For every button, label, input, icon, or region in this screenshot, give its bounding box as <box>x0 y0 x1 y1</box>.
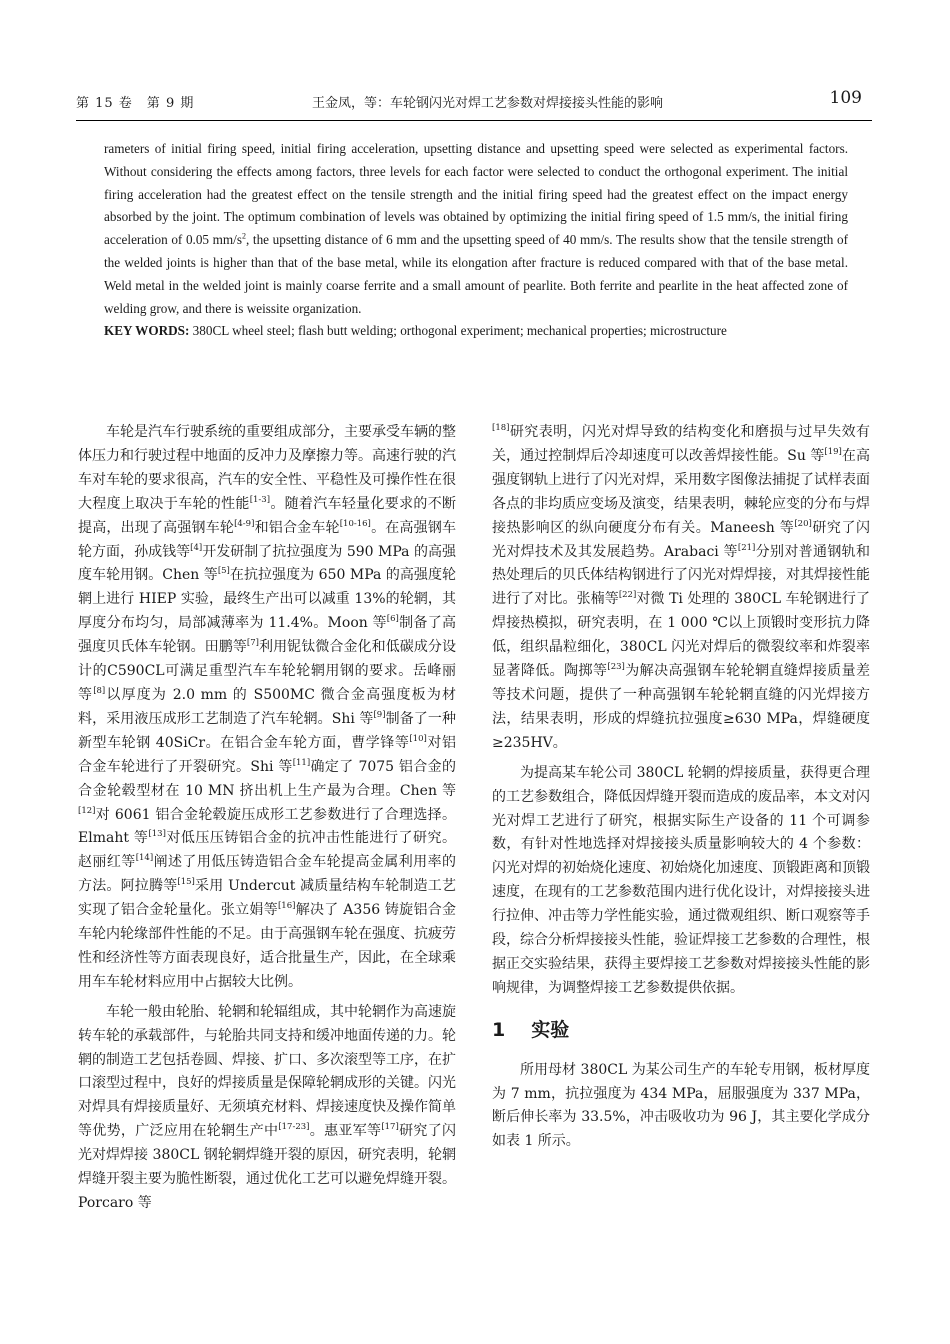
keywords <box>104 320 848 343</box>
section-title: 实验 <box>531 1018 570 1041</box>
keywords-list: 380CL wheel steel; flash butt welding; orthogonal experiment; mechanical properties; microstructure <box>189 323 727 339</box>
paragraph-materials: 所用母材 380CL 为某公司生产的车轮专用钢，板材厚度为 7 mm，抗拉强度为 434 MPa，屈服强度为 337 MPa，断后伸长率为 33.5%，冲击吸收功为 96 J，其主要化学成分如表 1 所示。 <box>492 1061 870 1150</box>
paragraph-rim-welding-cont: [18]研究表明，闪光对焊导致的结构变化和磨损与过早失效有关，通过控制焊后冷却速度可以改善焊接性能。Su 等[19]在高强度钢轨上进行了闪光对焊，采用数字图像法捕捉了试样表面各点的非均质应变场及演变，结果表明，棘轮应变的分布与焊接热影响区的纵向硬度分布有关。Maneesh 等[20]研究了闪光对焊技术及其发展趋势。Arabaci 等[21]分别对普通钢轨和热处理后的贝氏体结构钢进行了闪光对焊焊接，对其焊接性能进行了对比。张楠等[22]对微 Ti 处理的 380CL 车轮钢进行了焊接热模拟，研究表明，在 1 000 ℃以上顶锻时变形抗力降低，组织晶粒细化，380CL 闪光对焊后的微裂纹率和炸裂率显著降低。陶掷等[23]为解决高强钢车轮轮辋直缝焊接质量差等技术问题，提供了一种高强钢车轮轮辋直缝的闪光焊接方法，结果表明，形成的焊缝抗拉强度≥630 MPa，焊缝硬度≥235HV。 <box>492 423 871 751</box>
page-number: 109 <box>829 88 862 108</box>
paragraph-rim-welding: 车轮一般由轮胎、轮辋和轮辐组成，其中轮辋作为高速旋转车轮的承载部件，与轮胎共同支持和缓冲地面传递的力。轮辋的制造工艺包括卷圆、焊接、扩口、多次滚型等工序，在扩口滚型过程中，良好的焊接质量是保障轮辋成形的关键。闪光对焊具有焊接质量好、无须填充材料、焊接速度快及操作简单等优势，广泛应用在轮辋生产中[17-23]。惠亚军等[17]研究了闪光对焊焊接 380CL 钢轮辋焊缝开裂的原因，研究表明，轮辋焊缝开裂主要为脆性断裂，通过优化工艺可以避免焊缝开裂。Porcaro 等 <box>78 1003 457 1211</box>
header-rule <box>76 120 872 121</box>
body-column-right <box>492 421 870 1160</box>
journal-volume: 第 15 卷 第 9 期 <box>76 96 195 111</box>
running-title: 王金凤，等：车轮钢闪光对焊工艺参数对焊接接头性能的影响 <box>312 96 664 111</box>
body-column-left <box>78 421 456 1222</box>
abstract-text: rameters of initial firing speed, initial firing acceleration, upsetting distance and upsetting speed were selected as experimental factors. Without considering the effects among factors, three levels for each factor were selected to conduct the orthogonal experiment. The initial firing acceleration had the greatest effect on the tensile strength and the initial firing speed had the greatest effect on the impact energy absorbed by the joint. The optimum combination of levels was obtained by optimizing the initial firing speed of 1.5 mm/s, the initial firing acceleration of 0.05 $mm/s^2$, the upsetting distance of 6 mm and the upsetting speed of 40 mm/s. The results show that the tensile strength of the welded joints is higher than that of the base metal, while its elongation after fracture is reduced compared with that of the base metal. Weld metal in the welded joint is mainly coarse ferrite and a small amount of pearlite. Both ferrite and pearlite in the heat affected zone of welding grow, and there is weissite organization. <box>104 141 848 316</box>
page-header <box>76 88 872 114</box>
keywords-label: KEY WORDS: <box>104 323 190 339</box>
section-number: 1 <box>492 1018 506 1041</box>
paragraph-intro: 车轮是汽车行驶系统的重要组成部分，主要承受车辆的整体压力和行驶过程中地面的反冲力及摩擦力等。高速行驶的汽车对车轮的要求很高，汽车的安全性、平稳性及可操作性在很大程度上取决于车轮的性能[1-3]。随着汽车轻量化要求的不断提高，出现了高强钢车轮[4-9]和铝合金车轮[10-16]。在高强钢车轮方面，孙成钱等[4]开发研制了抗拉强度为 590 MPa 的高强度车轮用钢。Chen 等[5]在抗拉强度为 650 MPa 的高强度轮辋上进行 HIEP 实验，最终生产出可以减重 13%的轮辋，其厚度分布均匀，局部减薄率为 11.4%。Moon 等[6]制备了高强度贝氏体车轮钢。田鹏等[7]利用铌钛微合金化和低碳成分设计的C590CL可满足重型汽车车轮轮辋用钢的要求。岳峰丽等[8]以厚度为 2.0 mm 的 S500MC 微合金高强度板为材料，采用液压成形工艺制造了汽车轮辋。Shi 等[9]制备了一种新型车轮钢 40SiCr。在铝合金车轮方面，曹学锋等[10]对铝合金车轮进行了开裂研究。Shi 等[11]确定了 7075 铝合金的合金轮毂型材在 10 MN 挤出机上生产最为合理。Chen 等[12]对 6061 铝合金轮毂旋压成形工艺参数进行了合理选择。Elmaht 等[13]对低压压铸铝合金的抗冲击性能进行了研究。赵丽红等[14]阐述了用低压铸造铝合金车轮提高金属利用率的方法。阿拉腾等[15]采用 Undercut 减质量结构车轮制造工艺实现了铝合金轮量化。张立娟等[16]解决了 A356 铸旋铝合金车轮内轮缘部件性能的不足。由于高强钢车轮在强度、抗疲劳性和经济性等方面表现良好，适合批量生产，因此，在全球乘用车车轮材料应用中占据较大比例。 <box>78 424 457 990</box>
english-abstract <box>104 138 848 343</box>
section-heading <box>492 1019 870 1043</box>
paragraph-purpose: 为提高某车轮公司 380CL 轮辋的焊接质量，获得更合理的工艺参数组合，降低因焊缝开裂而造成的废品率，本文对闪光对焊工艺进行了研究，根据实际生产设备的 11 个可调参数，有针对性地选择对焊接接头质量影响较大的 4 个参数：闪光对焊的初始烧化速度、初始烧化加速度、顶锻距离和顶锻速度，在现有的工艺参数范围内进行优化设计，对焊接接头进行拉伸、冲击等力学性能实验，通过微观组织、断口观察等手段，综合分析焊接接头性能，验证焊接工艺参数的合理性，根据正交实验结果，获得主要焊接工艺参数对焊接接头性能的影响规律，为调整焊接工艺参数提供依据。 <box>492 764 870 996</box>
